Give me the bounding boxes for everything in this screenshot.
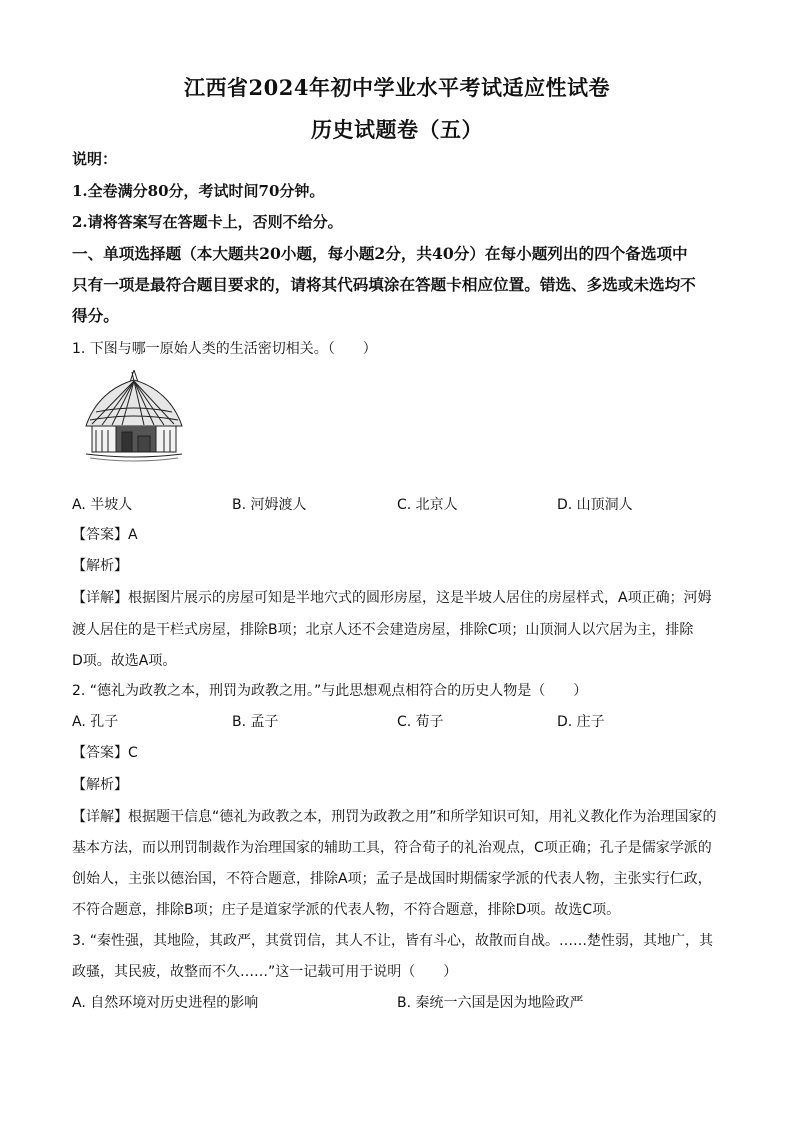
section-1-line-2: 只有一项是最符合题目要求的，请将其代码填涂在答题卡相应位置。错选、多选或未选均不 xyxy=(72,275,696,294)
q2-option-d: D. 庄子 xyxy=(557,714,605,730)
question-1-options xyxy=(72,494,724,516)
q2-detail-line-3: 创始人，主张以德治国，不符合题意，排除A项；孟子是战国时期儒家学派的代表人物，主张实行仁政， xyxy=(72,871,712,887)
q1-option-c: C. 北京人 xyxy=(397,497,458,513)
q2-answer-tag: 【答案】C xyxy=(72,745,138,761)
q2-option-c: C. 荀子 xyxy=(397,714,444,730)
q1-option-d: D. 山顶洞人 xyxy=(557,497,633,513)
q1-answer-tag: 【答案】A xyxy=(72,527,138,543)
q3-option-a: A. 自然环境对历史进程的影响 xyxy=(72,995,259,1011)
q2-detail-line-2: 基本方法，而以刑罚制裁作为治理国家的辅助工具，符合荀子的礼治观点，C项正确；孔子是儒家学派的 xyxy=(72,840,712,856)
q1-detail-line-1: 【详解】根据图片展示的房屋可知是半地穴式的圆形房屋，这是半坡人居住的房屋样式，A项正确；河姆 xyxy=(72,590,712,606)
q1-analysis-tag: 【解析】 xyxy=(72,558,128,574)
q2-analysis-tag: 【解析】 xyxy=(72,777,128,793)
question-1-stem: 1. 下图与哪一原始人类的生活密切相关。（ ） xyxy=(72,341,377,357)
exam-subtitle: 历史试题卷（五） xyxy=(311,117,483,142)
q2-option-a: A. 孔子 xyxy=(72,714,119,730)
q2-detail-line-1: 【详解】根据题干信息“德礼为政教之本，刑罚为政教之用”和所学知识可知，用礼义教化作为治理国家的 xyxy=(72,809,717,825)
q1-detail-line-3: D项。故选A项。 xyxy=(72,653,177,669)
exam-title: 江西省2024年初中学业水平考试适应性试卷 xyxy=(184,75,610,100)
instruction-item-2: 2.请将答案写在答题卡上，否则不给分。 xyxy=(72,213,343,231)
section-1-line-3: 得分。 xyxy=(72,306,119,325)
question-3-options xyxy=(72,992,724,1014)
q1-option-a: A. 半坡人 xyxy=(72,497,133,513)
q3-option-b: B. 秦统一六国是因为地险政严 xyxy=(397,995,584,1011)
question-2-options xyxy=(72,711,724,733)
semi-subterranean-hut-image xyxy=(82,368,186,468)
q2-detail-line-4: 不符合题意，排除B项；庄子是道家学派的代表人物，不符合题意，排除D项。故选C项。 xyxy=(72,902,621,918)
question-3-stem-line-1: 3. “秦性强，其地险，其政严，其赏罚信，其人不让，皆有斗心，故散而自战。……楚性弱，其地广，其 xyxy=(72,933,714,949)
q2-option-b: B. 孟子 xyxy=(232,714,279,730)
instruction-item-1: 1.全卷满分80分，考试时间70分钟。 xyxy=(72,182,325,200)
q1-detail-line-2: 渡人居住的是干栏式房屋，排除B项；北京人还不会建造房屋，排除C项；山顶洞人以穴居为主，排除 xyxy=(72,622,694,638)
question-2-stem: 2. “德礼为政教之本，刑罚为政教之用。”与此思想观点相符合的历史人物是（ ） xyxy=(72,683,588,699)
section-1-line-1: 一、单项选择题（本大题共20小题，每小题2分，共40分）在每小题列出的四个备选项中 xyxy=(72,244,688,263)
instructions-heading: 说明： xyxy=(72,150,118,168)
q1-option-b: B. 河姆渡人 xyxy=(232,497,307,513)
question-3-stem-line-2: 政骚，其民疲，故整而不久……”这一记载可用于说明（ ） xyxy=(72,964,458,980)
